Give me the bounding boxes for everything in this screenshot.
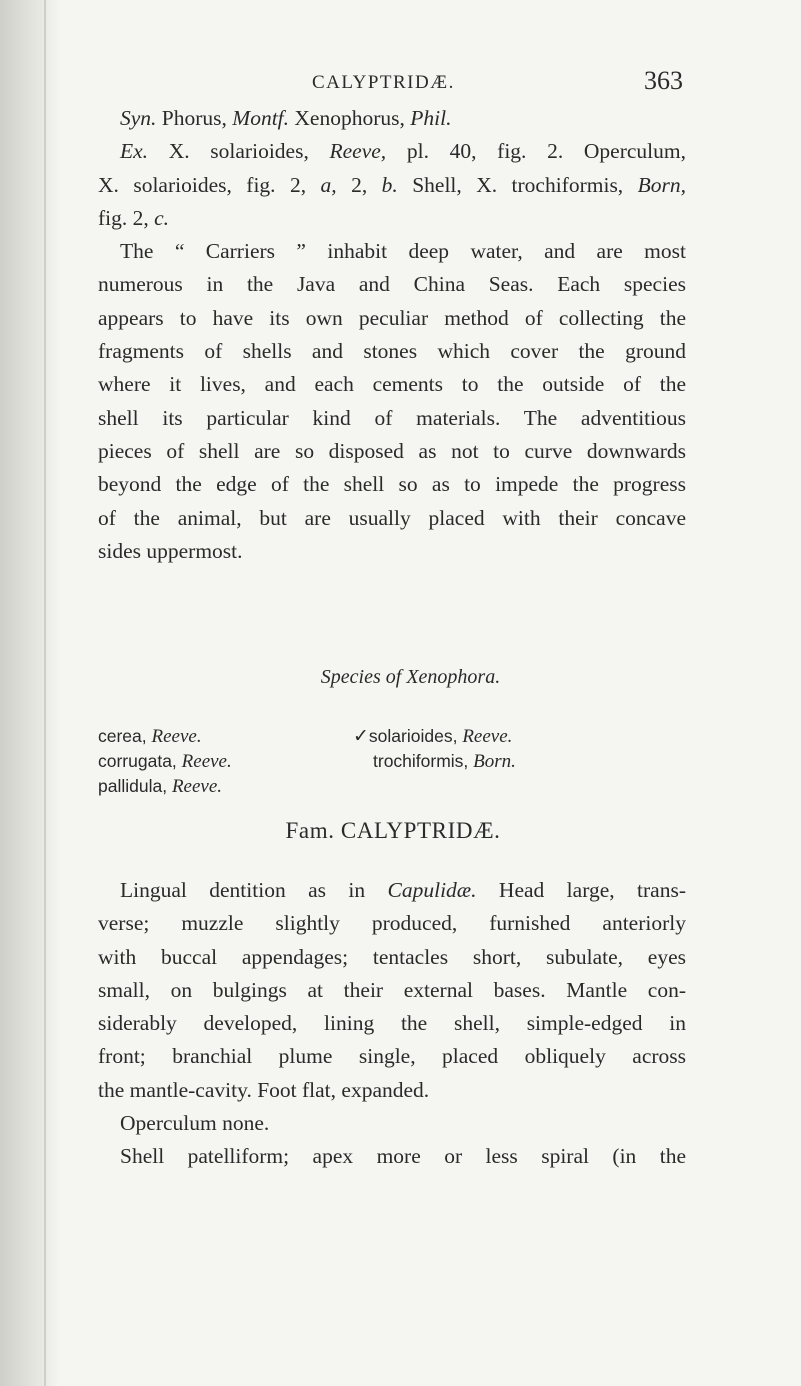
syn-author: Montf. xyxy=(232,106,290,130)
paragraph-line: verse; muzzle slightly produced, furnished anteriorly xyxy=(98,911,686,936)
paragraph-line: siderably developed, lining the shell, simple-edged in xyxy=(98,1011,686,1036)
species-author: Born. xyxy=(473,751,516,772)
species-heading-of: of xyxy=(385,666,402,688)
desc-text: Lingual dentition as in xyxy=(120,878,388,902)
species-heading-genus: Xenophora. xyxy=(401,666,501,688)
species-name: corrugata, xyxy=(98,751,182,771)
running-title: CALYPTRIDÆ. xyxy=(312,72,455,93)
species-item xyxy=(373,749,516,774)
fig-letter: a, xyxy=(320,172,337,197)
species-author: Reeve. xyxy=(151,726,202,747)
desc-text: Head large, trans- xyxy=(476,878,686,902)
ex-text: Shell, X. trochiformis, xyxy=(397,172,638,197)
paragraph-line: the mantle-cavity. Foot flat, expanded. xyxy=(98,1077,430,1102)
page-gutter-shadow xyxy=(0,0,60,1386)
syn-text: Xenophorus, xyxy=(289,106,411,130)
species-heading-word: Species xyxy=(320,666,386,688)
fig-letter: b. xyxy=(381,172,398,197)
page-number: 363 xyxy=(644,66,683,95)
syn-label: Syn. xyxy=(120,106,157,130)
paragraph-line: beyond the edge of the shell so as to impede the progress xyxy=(98,472,686,497)
paragraph-line: with buccal appendages; tentacles short, subulate, eyes xyxy=(98,944,686,969)
paragraph-line: of the animal, but are usually placed with their concave xyxy=(98,505,686,530)
species-item xyxy=(98,774,222,799)
paragraph-line: The “ Carriers ” inhabit deep water, and are most xyxy=(120,239,686,264)
species-name: solarioides, xyxy=(368,726,463,746)
example-line xyxy=(98,169,686,202)
family-description xyxy=(98,874,686,1174)
fig-letter: c. xyxy=(154,205,170,230)
ex-text: 2, xyxy=(336,172,382,197)
synonyms-line xyxy=(98,102,686,135)
ex-text: pl. 40, fig. 2. Operculum, xyxy=(386,139,686,164)
operculum-line: Operculum none. xyxy=(120,1111,270,1136)
syn-author: Phil. xyxy=(410,106,452,130)
species-item xyxy=(98,724,202,749)
ex-text: X. solarioides, xyxy=(148,139,330,164)
ex-text: X. solarioides, fig. 2, xyxy=(98,172,321,197)
species-name: trochiformis, xyxy=(373,751,474,771)
example-line xyxy=(98,202,686,235)
binding-edge xyxy=(44,0,46,1386)
ex-text: fig. 2, xyxy=(98,205,155,230)
ex-author: Reeve, xyxy=(329,139,387,164)
species-author: Reeve. xyxy=(181,751,232,772)
desc-family-name: Capulidæ. xyxy=(387,878,477,902)
paragraph-line: appears to have its own peculiar method of collecting the xyxy=(98,305,686,330)
paragraph-line: front; branchial plume single, placed obliquely across xyxy=(98,1044,686,1069)
example-line xyxy=(98,135,686,168)
paragraph-line: fragments of shells and stones which cover the ground xyxy=(98,339,686,364)
check-mark-icon: ✓ xyxy=(353,725,369,747)
main-text-block xyxy=(98,102,686,568)
species-heading xyxy=(0,666,801,689)
species-author: Reeve. xyxy=(462,726,513,747)
paragraph-line: numerous in the Java and China Seas. Each species xyxy=(98,272,686,297)
paragraph-line: small, on bulgings at their external bases. Mantle con- xyxy=(98,977,686,1002)
paragraph-line xyxy=(98,874,686,907)
ex-label: Ex. xyxy=(120,139,149,164)
paragraph-line: shell its particular kind of materials. The adventitious xyxy=(98,405,686,430)
ex-author: Born, xyxy=(637,172,686,197)
syn-text: Phorus, xyxy=(156,106,233,130)
species-item xyxy=(98,749,232,774)
carriers-paragraph xyxy=(98,235,686,568)
paragraph-line: sides uppermost. xyxy=(98,538,243,563)
species-author: Reeve. xyxy=(171,776,223,797)
paragraph-line: where it lives, and each cements to the outside of the xyxy=(98,372,686,397)
species-item xyxy=(353,724,512,749)
page-header xyxy=(0,66,801,106)
paragraph-line: pieces of shell are so disposed as not to curve downwards xyxy=(98,438,686,463)
species-name: cerea, xyxy=(98,726,152,746)
species-name: pallidula, xyxy=(98,776,172,796)
shell-line: Shell patelliform; apex more or less spiral (in the xyxy=(120,1144,686,1169)
family-heading: Fam. CALYPTRIDÆ. xyxy=(285,818,501,843)
